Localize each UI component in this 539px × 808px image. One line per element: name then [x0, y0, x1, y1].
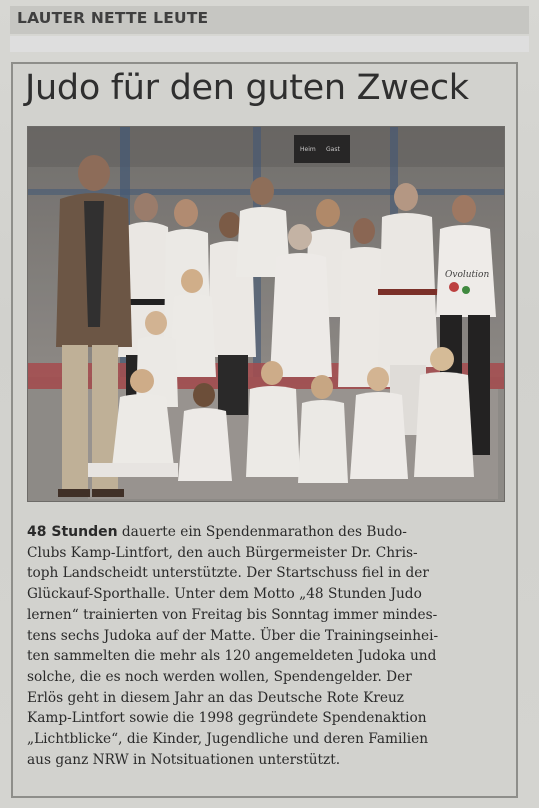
scoreboard-label-right: Gast [326, 146, 340, 153]
group-photo [27, 126, 505, 502]
body-line: Kamp-Lintfort sowie die 1998 gegründete Spendenaktion [27, 710, 427, 727]
body-line: solche, die es noch werden wollen, Spendengelder. Der [27, 668, 412, 685]
body-line: Clubs Kamp-Lintfort, den auch Bürgermeister Dr. Chris- [27, 544, 418, 561]
body-line: ten sammelten die mehr als 120 angemeldeten Judoka und [27, 648, 437, 665]
body-line [27, 522, 507, 543]
lead-phrase: 48 Stunden [27, 524, 118, 540]
article-headline: Judo für den guten Zweck [25, 68, 469, 108]
body-line: aus ganz NRW in Notsituationen unterstützt. [27, 751, 341, 768]
shirt-print: Ovolution [445, 270, 490, 280]
body-line: toph Landscheidt unterstützte. Der Startschuss fiel in der [27, 565, 429, 582]
scoreboard-label-left: Heim [300, 146, 316, 153]
body-line: „Lichtblicke“, die Kinder, Jugendliche und deren Familien [27, 731, 429, 748]
first-line-rest: dauerte ein Spendenmarathon des Budo- [117, 524, 407, 540]
body-line: lernen“ trainierten von Freitag bis Sonntag immer mindes- [27, 606, 438, 623]
section-label: LAUTER NETTE LEUTE [17, 9, 209, 27]
body-line: Erlös geht in diesem Jahr an das Deutsche Rote Kreuz [27, 689, 405, 706]
body-line: Glückauf-Sporthalle. Unter dem Motto „48 Stunden Judo [27, 586, 422, 603]
bleed-through-strip [10, 36, 529, 52]
article-body [27, 522, 507, 770]
body-line: tens sechs Judoka auf der Matte. Über die Trainingseinhei- [27, 627, 439, 644]
